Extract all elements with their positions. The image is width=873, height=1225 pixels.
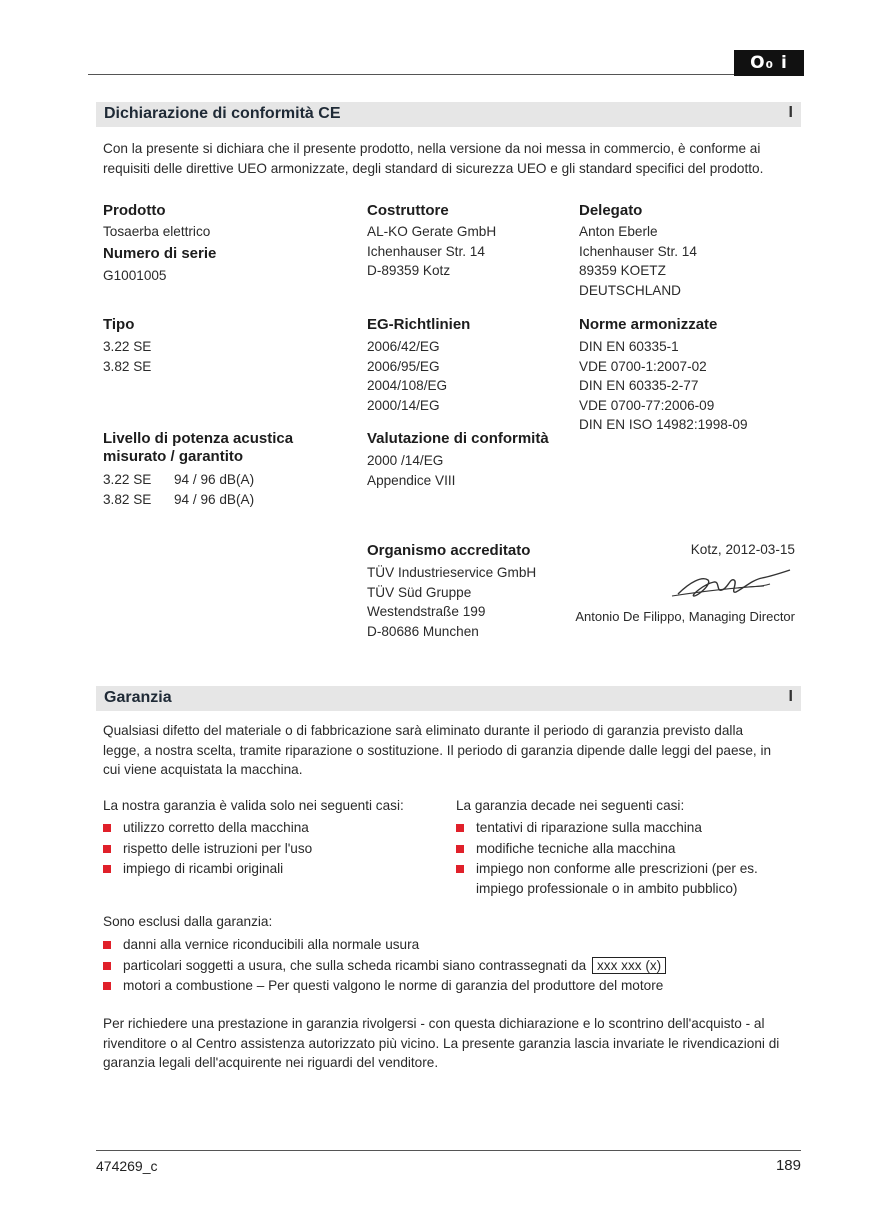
address-line: TÜV Süd Gruppe [367, 584, 472, 600]
list-item: motori a combustione – Per questi valgono le norme di garanzia del produttore del motore [103, 976, 803, 997]
valutazione-heading: Valutazione di conformità [367, 430, 549, 447]
directive-item: 2006/42/EG [367, 339, 440, 354]
garanzia-language-marker: I [788, 688, 793, 705]
signature-image [668, 566, 796, 604]
standard-item: DIN EN 60335-1 [579, 339, 679, 354]
address-line: AL-KO Gerate GmbH [367, 224, 497, 239]
delegato-heading: Delegato [579, 202, 643, 219]
address-line: Ichenhauser Str. 14 [579, 243, 697, 259]
ce-section-title: Dichiarazione di conformità CE [104, 105, 341, 122]
address-line: Westendstraße 199 [367, 604, 486, 619]
signatory: Antonio De Filippo, Managing Director [575, 609, 795, 624]
ce-language-marker: I [788, 104, 793, 121]
costruttore-address [367, 222, 496, 281]
garanzia-section-title: Garanzia [104, 689, 172, 706]
livello-model: 3.82 SE [103, 491, 152, 507]
list-item [103, 956, 803, 977]
directive-item: 2000/14/EG [367, 397, 440, 413]
valid-list [103, 818, 433, 880]
garanzia-section-bar [96, 686, 801, 711]
ce-intro: Con la presente si dichiara che il presente prodotto, nella versione da noi messa in commercio, è conforme ai requisiti delle direttive UEO armonizzate, degli standard di sicurezza UEO e gli standard specifici del prodotto. [103, 141, 764, 176]
excluded-heading: Sono esclusi dalla garanzia: [103, 914, 273, 929]
address-line: D-89359 Kotz [367, 263, 451, 278]
tipo-item: 3.22 SE [103, 339, 152, 354]
prodotto-heading: Prodotto [103, 202, 166, 219]
prodotto-value: Tosaerba elettrico [103, 224, 211, 239]
list-item: tentativi di riparazione sulla macchina [456, 818, 796, 839]
organismo-address [367, 563, 536, 641]
tipo-item: 3.82 SE [103, 358, 152, 374]
valutazione-item: 2000 /14/EG [367, 453, 444, 468]
list-item: rispetto delle istruzioni per l'uso [103, 839, 433, 860]
void-list [456, 818, 796, 898]
wear-parts-text: particolari soggetti a usura, che sulla scheda ricambi siano contrassegnati da [123, 957, 587, 973]
livello-value: 94 / 96 dB(A) [174, 491, 255, 507]
place-date: Kotz, 2012-03-15 [690, 542, 795, 557]
list-item: danni alla vernice riconducibili alla normale usura [103, 935, 803, 956]
valutazione-list [367, 451, 455, 490]
standard-item: VDE 0700-1:2007-02 [579, 358, 707, 374]
livello-heading: Livello di potenza acustica [103, 430, 294, 447]
norme-heading: Norme armonizzate [579, 316, 718, 333]
livello-model: 3.22 SE [103, 472, 152, 487]
excluded-list [103, 935, 803, 997]
livello-row [103, 490, 254, 510]
tipo-heading: Tipo [103, 316, 135, 333]
page-number: 189 [775, 1157, 801, 1174]
header-rule [88, 74, 734, 75]
valid-heading: La nostra garanzia è valida solo nei seguenti casi: [103, 798, 404, 813]
address-line: DEUTSCHLAND [579, 282, 681, 298]
list-item: utilizzo corretto della macchina [103, 818, 433, 839]
costruttore-heading: Costruttore [367, 202, 449, 219]
livello-subheading: misurato / garantito [103, 448, 244, 465]
richtlinien-list [367, 337, 447, 415]
livello-value: 94 / 96 dB(A) [174, 472, 255, 487]
address-line: D-80686 Munchen [367, 623, 479, 639]
directive-item: 2004/108/EG [367, 378, 448, 393]
directive-item: 2006/95/EG [367, 358, 440, 374]
richtlinien-heading: EG-Richtlinien [367, 316, 471, 333]
void-heading: La garanzia decade nei seguenti casi: [456, 798, 685, 813]
valutazione-item: Appendice VIII [367, 472, 456, 488]
tipo-list [103, 337, 151, 376]
norme-list [579, 337, 748, 435]
standard-item: VDE 0700-77:2006-09 [579, 397, 715, 413]
livello-row [103, 470, 254, 490]
standard-item: DIN EN 60335-2-77 [579, 378, 699, 393]
organismo-heading: Organismo accreditato [367, 542, 531, 559]
address-line: Anton Eberle [579, 224, 658, 239]
info-badge: O₀ i [734, 50, 804, 76]
ce-section-bar [96, 102, 801, 127]
livello-table [103, 470, 254, 509]
document-id: 474269_c [96, 1158, 158, 1174]
standard-item: DIN EN ISO 14982:1998-09 [579, 417, 748, 432]
garanzia-closing: Per richiedere una prestazione in garanzia rivolgersi - con questa dichiarazione e lo scontrino dell'acquisto - al rivenditore o al Centro assistenza autorizzato più vicino. La presente garanzia lascia invariate le rivendicazioni di garanzia legali dell'acquirente nei riguardi del venditore. [103, 1016, 780, 1070]
address-line: 89359 KOETZ [579, 263, 666, 278]
serie-heading: Numero di serie [103, 245, 217, 262]
address-line: Ichenhauser Str. 14 [367, 243, 485, 259]
wear-code-box: xxx xxx (x) [592, 957, 666, 974]
list-item: modifiche tecniche alla macchina [456, 839, 796, 860]
address-line: TÜV Industrieservice GmbH [367, 565, 537, 580]
delegato-address [579, 222, 697, 300]
footer-rule [96, 1150, 801, 1151]
garanzia-intro: Qualsiasi difetto del materiale o di fabbricazione sarà eliminato durante il periodo di garanzia previsto dalla legge, a nostra scelta, tramite riparazione o sostituzione. Il periodo di garanzia dipende dalle leggi del paese, in cui viene acquistata la macchina. [103, 723, 772, 777]
list-item: impiego di ricambi originali [103, 859, 433, 880]
serie-value: G1001005 [103, 268, 167, 283]
list-item: impiego non conforme alle prescrizioni (per es. impiego professionale o in ambito pubblico) [456, 859, 796, 898]
